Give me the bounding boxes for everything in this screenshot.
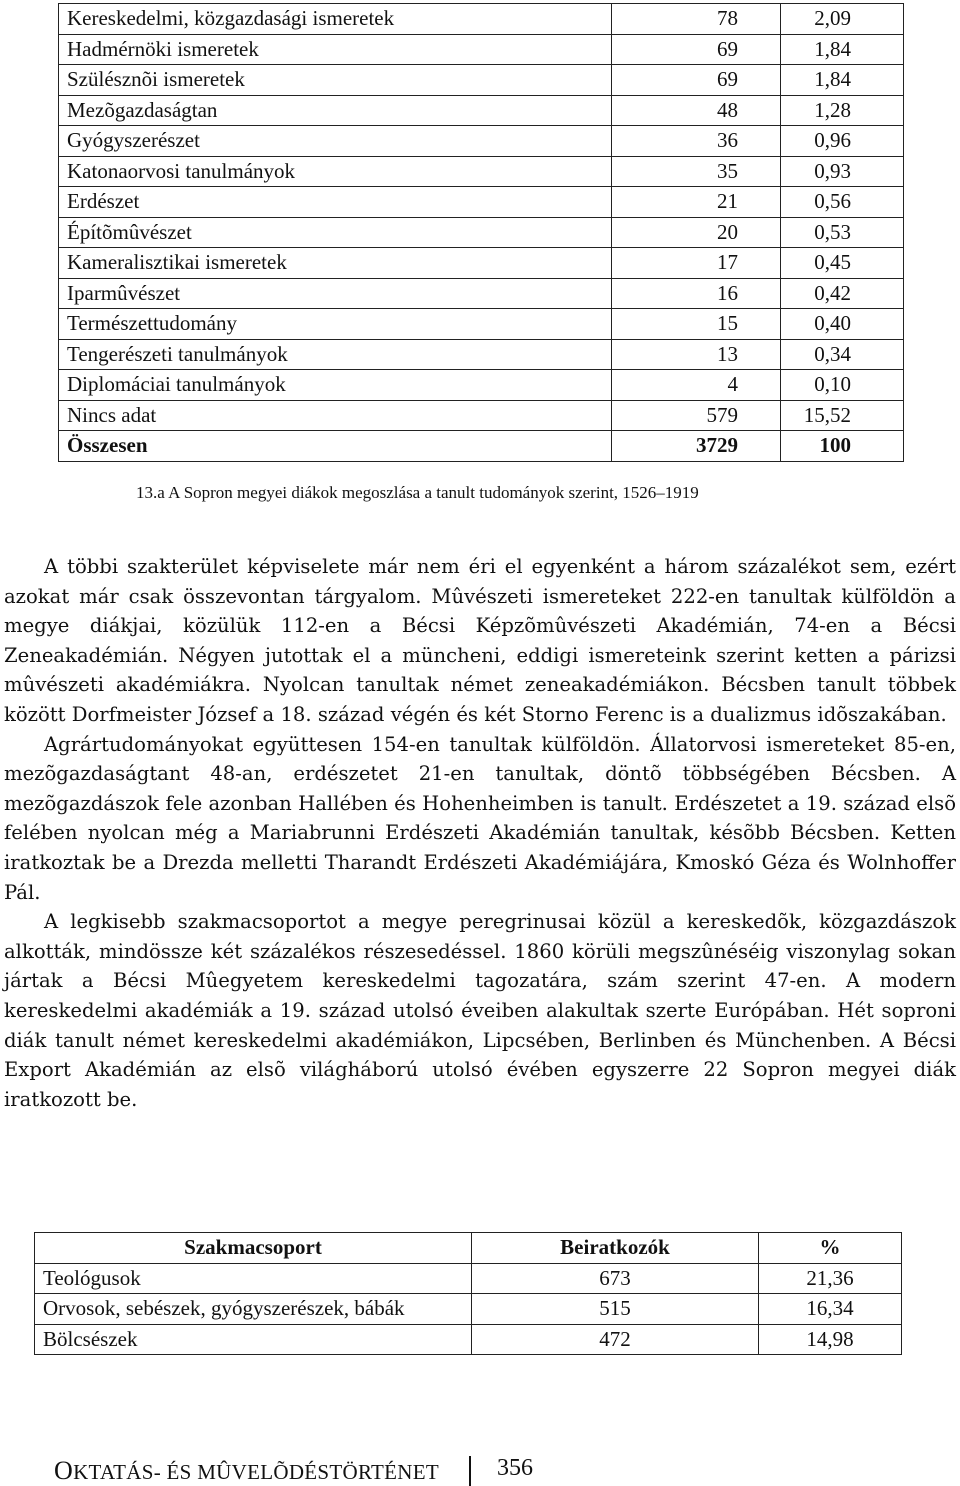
cell-count: 4 [612, 370, 781, 401]
cell-pct: 0,96 [781, 126, 904, 157]
table-row [35, 1263, 902, 1294]
cell-field: Hadmérnöki ismeretek [59, 34, 612, 65]
table-row [35, 1324, 902, 1355]
cell-count: 15 [612, 309, 781, 340]
cell-count: 21 [612, 187, 781, 218]
table-row [59, 34, 904, 65]
cell-pct: 0,93 [781, 156, 904, 187]
body-text [4, 552, 956, 1114]
cell-count: 3729 [612, 431, 781, 462]
paragraph: A legkisebb szakmacsoportot a megye peregrinusai közül a kereskedõk, közgazdászok alkották, mindössze két százalékos részesedéssel. 1860 körüli megszûnéséig viszonylag sokan jártak a Bécsi Mûegyetem kereskedelmi tagozatára, szám szerint 47-en. A modern kereskedelmi akadémiák a 19. század utolsó éveiben alakultak szerte Európában. Hét soproni diák tanult német kereskedelmi akadémiákon, Lipcsében, Berlinben és Münchenben. A Bécsi Export Akadémián az elsõ világháború utolsó évében egyszerre 22 Sopron megyei diák iratkozott be. [4, 910, 956, 1111]
cell-field: Kereskedelmi, közgazdasági ismeretek [59, 4, 612, 35]
page-footer [54, 1452, 533, 1486]
cell-count: 13 [612, 339, 781, 370]
cell-enrolled: 673 [472, 1263, 759, 1294]
table-row [59, 248, 904, 279]
subjects-table-body [59, 4, 904, 462]
cell-pct: 0,10 [781, 370, 904, 401]
cell-field: Kameralisztikai ismeretek [59, 248, 612, 279]
groups-table [34, 1232, 902, 1355]
cell-pct: 16,34 [759, 1294, 902, 1325]
cell-field: Összesen [59, 431, 612, 462]
table-row [59, 187, 904, 218]
cell-field: Gyógyszerészet [59, 126, 612, 157]
cell-field: Diplomáciai tanulmányok [59, 370, 612, 401]
cell-count: 17 [612, 248, 781, 279]
cell-pct: 100 [781, 431, 904, 462]
table-header-row [35, 1233, 902, 1264]
cell-group: Teológusok [35, 1263, 472, 1294]
cell-count: 35 [612, 156, 781, 187]
cell-count: 579 [612, 400, 781, 431]
table-row [59, 309, 904, 340]
cell-count: 16 [612, 278, 781, 309]
cell-count: 69 [612, 65, 781, 96]
cell-count: 20 [612, 217, 781, 248]
table-row [59, 339, 904, 370]
cell-pct: 1,84 [781, 34, 904, 65]
cell-pct: 0,40 [781, 309, 904, 340]
table-total-row [59, 431, 904, 462]
cell-count: 69 [612, 34, 781, 65]
footer-title [54, 1456, 439, 1486]
footer-divider [469, 1456, 471, 1486]
table-row [35, 1294, 902, 1325]
table-row [59, 65, 904, 96]
subjects-table [58, 3, 904, 462]
cell-field: Építõmûvészet [59, 217, 612, 248]
cell-pct: 0,56 [781, 187, 904, 218]
cell-pct: 0,45 [781, 248, 904, 279]
cell-pct: 2,09 [781, 4, 904, 35]
cell-pct: 21,36 [759, 1263, 902, 1294]
paragraph: A többi szakterület képviselete már nem éri el egyenként a három százalékot sem, ezért azokat már csak összevontan tárgyalom. Mûvészeti ismereteket 222-en tanultak külföldön a megye diákjai, közülük 112-en a Bécsi Képzõmûvészeti Akadémián, 74-en a Bécsi Zeneakadémián. Négyen jutottak el a müncheni, eddigi ismereteink szerint ketten a párizsi mûvészeti akadémiákra. Nyolcan tanultak német zeneakadémiákon. Bécsben tanult többek között Dorfmeister József a 18. század végén és két Storno Ferenc is a dualizmus idõszakában. [4, 555, 956, 726]
header-enrolled: Beiratkozók [472, 1233, 759, 1264]
cell-pct: 0,42 [781, 278, 904, 309]
table-row [59, 4, 904, 35]
cell-count: 78 [612, 4, 781, 35]
cell-field: Természettudomány [59, 309, 612, 340]
cell-field: Katonaorvosi tanulmányok [59, 156, 612, 187]
cell-pct: 0,53 [781, 217, 904, 248]
cell-field: Szülésznõi ismeretek [59, 65, 612, 96]
table-row [59, 156, 904, 187]
cell-field: Mezõgazdaságtan [59, 95, 612, 126]
cell-field: Nincs adat [59, 400, 612, 431]
footer-title-initial: O [54, 1456, 74, 1485]
cell-pct: 15,52 [781, 400, 904, 431]
table-row [59, 400, 904, 431]
groups-table-body [35, 1263, 902, 1355]
table-row [59, 126, 904, 157]
cell-group: Orvosok, sebészek, gyógyszerészek, bábák [35, 1294, 472, 1325]
table-row [59, 278, 904, 309]
cell-pct: 1,84 [781, 65, 904, 96]
page-number: 356 [497, 1455, 534, 1481]
cell-enrolled: 515 [472, 1294, 759, 1325]
cell-field: Iparmûvészet [59, 278, 612, 309]
cell-count: 48 [612, 95, 781, 126]
table-caption: 13.a A Sopron megyei diákok megoszlása a tanult tudományok szerint, 1526–1919 [136, 483, 699, 502]
cell-enrolled: 472 [472, 1324, 759, 1355]
cell-pct: 14,98 [759, 1324, 902, 1355]
table-row [59, 370, 904, 401]
footer-title-rest: KTATÁS- ÉS MÛVELÕDÉSTÖRTÉNET [73, 1460, 440, 1484]
header-pct: % [759, 1233, 902, 1264]
cell-field: Tengerészeti tanulmányok [59, 339, 612, 370]
table-row [59, 217, 904, 248]
cell-pct: 1,28 [781, 95, 904, 126]
cell-group: Bölcsészek [35, 1324, 472, 1355]
cell-count: 36 [612, 126, 781, 157]
cell-pct: 0,34 [781, 339, 904, 370]
cell-field: Erdészet [59, 187, 612, 218]
table-row [59, 95, 904, 126]
paragraph: Agrártudományokat együttesen 154-en tanultak külföldön. Állatorvosi ismereteket 85-en, mezõgazdaságtant 48-an, erdészetet 21-en tanultak, döntõ többségében Bécsben. A mezõgazdászok fele azonban Hallében és Hohenheimben is tanult. Erdészetet a 19. század elsõ felében nyolcan még a Mariabrunni Erdészeti Akadémián tanultak, késõbb Bécsben. Ketten iratkoztak be a Drezda melletti Tharandt Erdészeti Akadémiájára, Kmoskó Géza és Wolnhoffer Pál. [4, 732, 956, 904]
header-group: Szakmacsoport [35, 1233, 472, 1264]
